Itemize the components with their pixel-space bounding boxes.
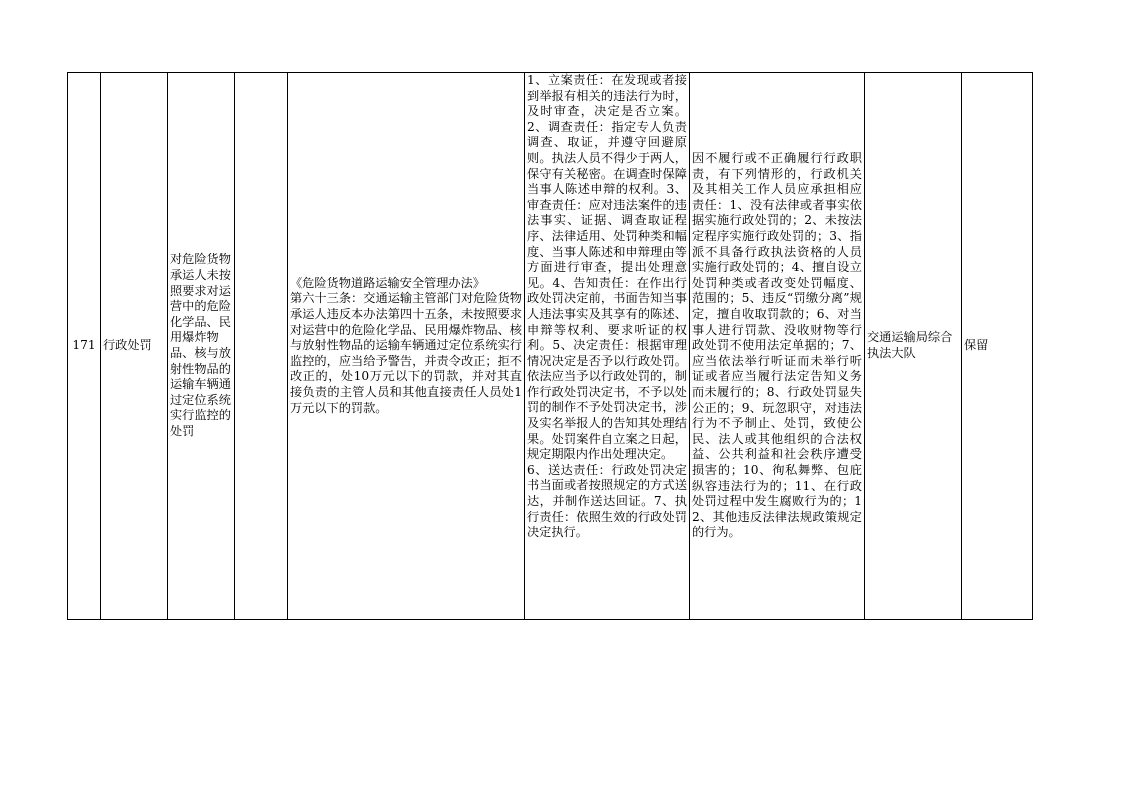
power-type-cell: 行政处罚 [101,73,168,620]
responsibility-text [527,73,687,619]
liability-cell [690,73,865,620]
responsibility-paragraph: 1、立案责任：在发现或者接到举报有相关的违法行为时，及时审查，决定是否立案。2、调查责任：指定专人负责调查、取证，并遵守回避原则。执法人员不得少于两人，保守有关秘密。在调查时保障当事人陈述申辩的权利。3、审查责任：应对违法案件的违法事实、证据、调查取证程序、法律适用、处罚种类和幅度、当事人陈述和申辩理由等方面进行审查，提出处理意见。4、告知责任：在作出行政处罚决定前，书面告知当事人违法事实及其享有的陈述、申辩等权利、要求听证的权利。5、决定责任：根据审理情况决定是否予以行政处罚。依法应当予以行政处罚的，制作行政处罚决定书，不予以处罚的制作不予处罚决定书，涉及实名举报人的告知其处理结果。处罚案件自立案之日起，规定期限内作出处理决定。 [527,73,687,462]
legal-basis-title: 《危险货物道路运输安全管理办法》 [290,275,485,290]
power-name-cell: 对危险货物承运人未按照要求对运营中的危险化学品、民用爆炸物品、核与放射性物品的运输车辆通过定位系统实行监控的处罚 [168,73,235,620]
remark-cell: 保留 [962,73,1033,620]
empty-cell [235,73,288,620]
authority-table [67,72,1033,620]
department-cell: 交通运输局综合执法大队 [865,73,962,620]
legal-basis-body: 第六十三条：交通运输主管部门对危险货物承运人违反本办法第四十五条，未按照要求对运营中的危险化学品、民用爆炸物品、核与放射性物品的运输车辆通过定位系统实行监控的，应当给予警告，并责令改正；拒不改正的，处10万元以下的罚款，并对其直接负责的主管人员和其他直接责任人员处1万元以下的罚款。 [290,291,522,415]
table-row [68,73,1033,620]
legal-basis-text [290,276,522,416]
sequence-number-cell: 171 [68,73,101,620]
responsibility-cell [525,73,690,620]
responsibility-paragraph: 6、送达责任：行政处罚决定书当面或者按照规定的方式送达，并制作送达回证。7、执行责任：依照生效的行政处罚决定执行。 [527,462,687,540]
legal-basis-cell [288,73,525,620]
liability-text: 因不履行或不正确履行行政职责，有下列情形的，行政机关及其相关工作人员应承担相应责任：1、没有法律或者事实依据实施行政处罚的；2、未按法定程序实施行政处罚的；3、指派不具备行政执法资格的人员实施行政处罚的；4、擅自设立处罚种类或者改变处罚幅度、范围的；5、违反“罚缴分离”规定，擅自收取罚款的；6、对当事人进行罚款、没收财物等行政处罚不使用法定单据的；7、应当依法举行听证而未举行听证或者应当履行法定告知义务而未履行的；8、行政处罚显失公正的；9、玩忽职守，对违法行为不予制止、处罚，致使公民、法人或其他组织的合法权益、公共利益和社会秩序遭受损害的；10、徇私舞弊、包庇纵容违法行为的；11、在行政处罚过程中发生腐败行为的；12、其他违反法律法规政策规定的行为。 [692,151,862,540]
